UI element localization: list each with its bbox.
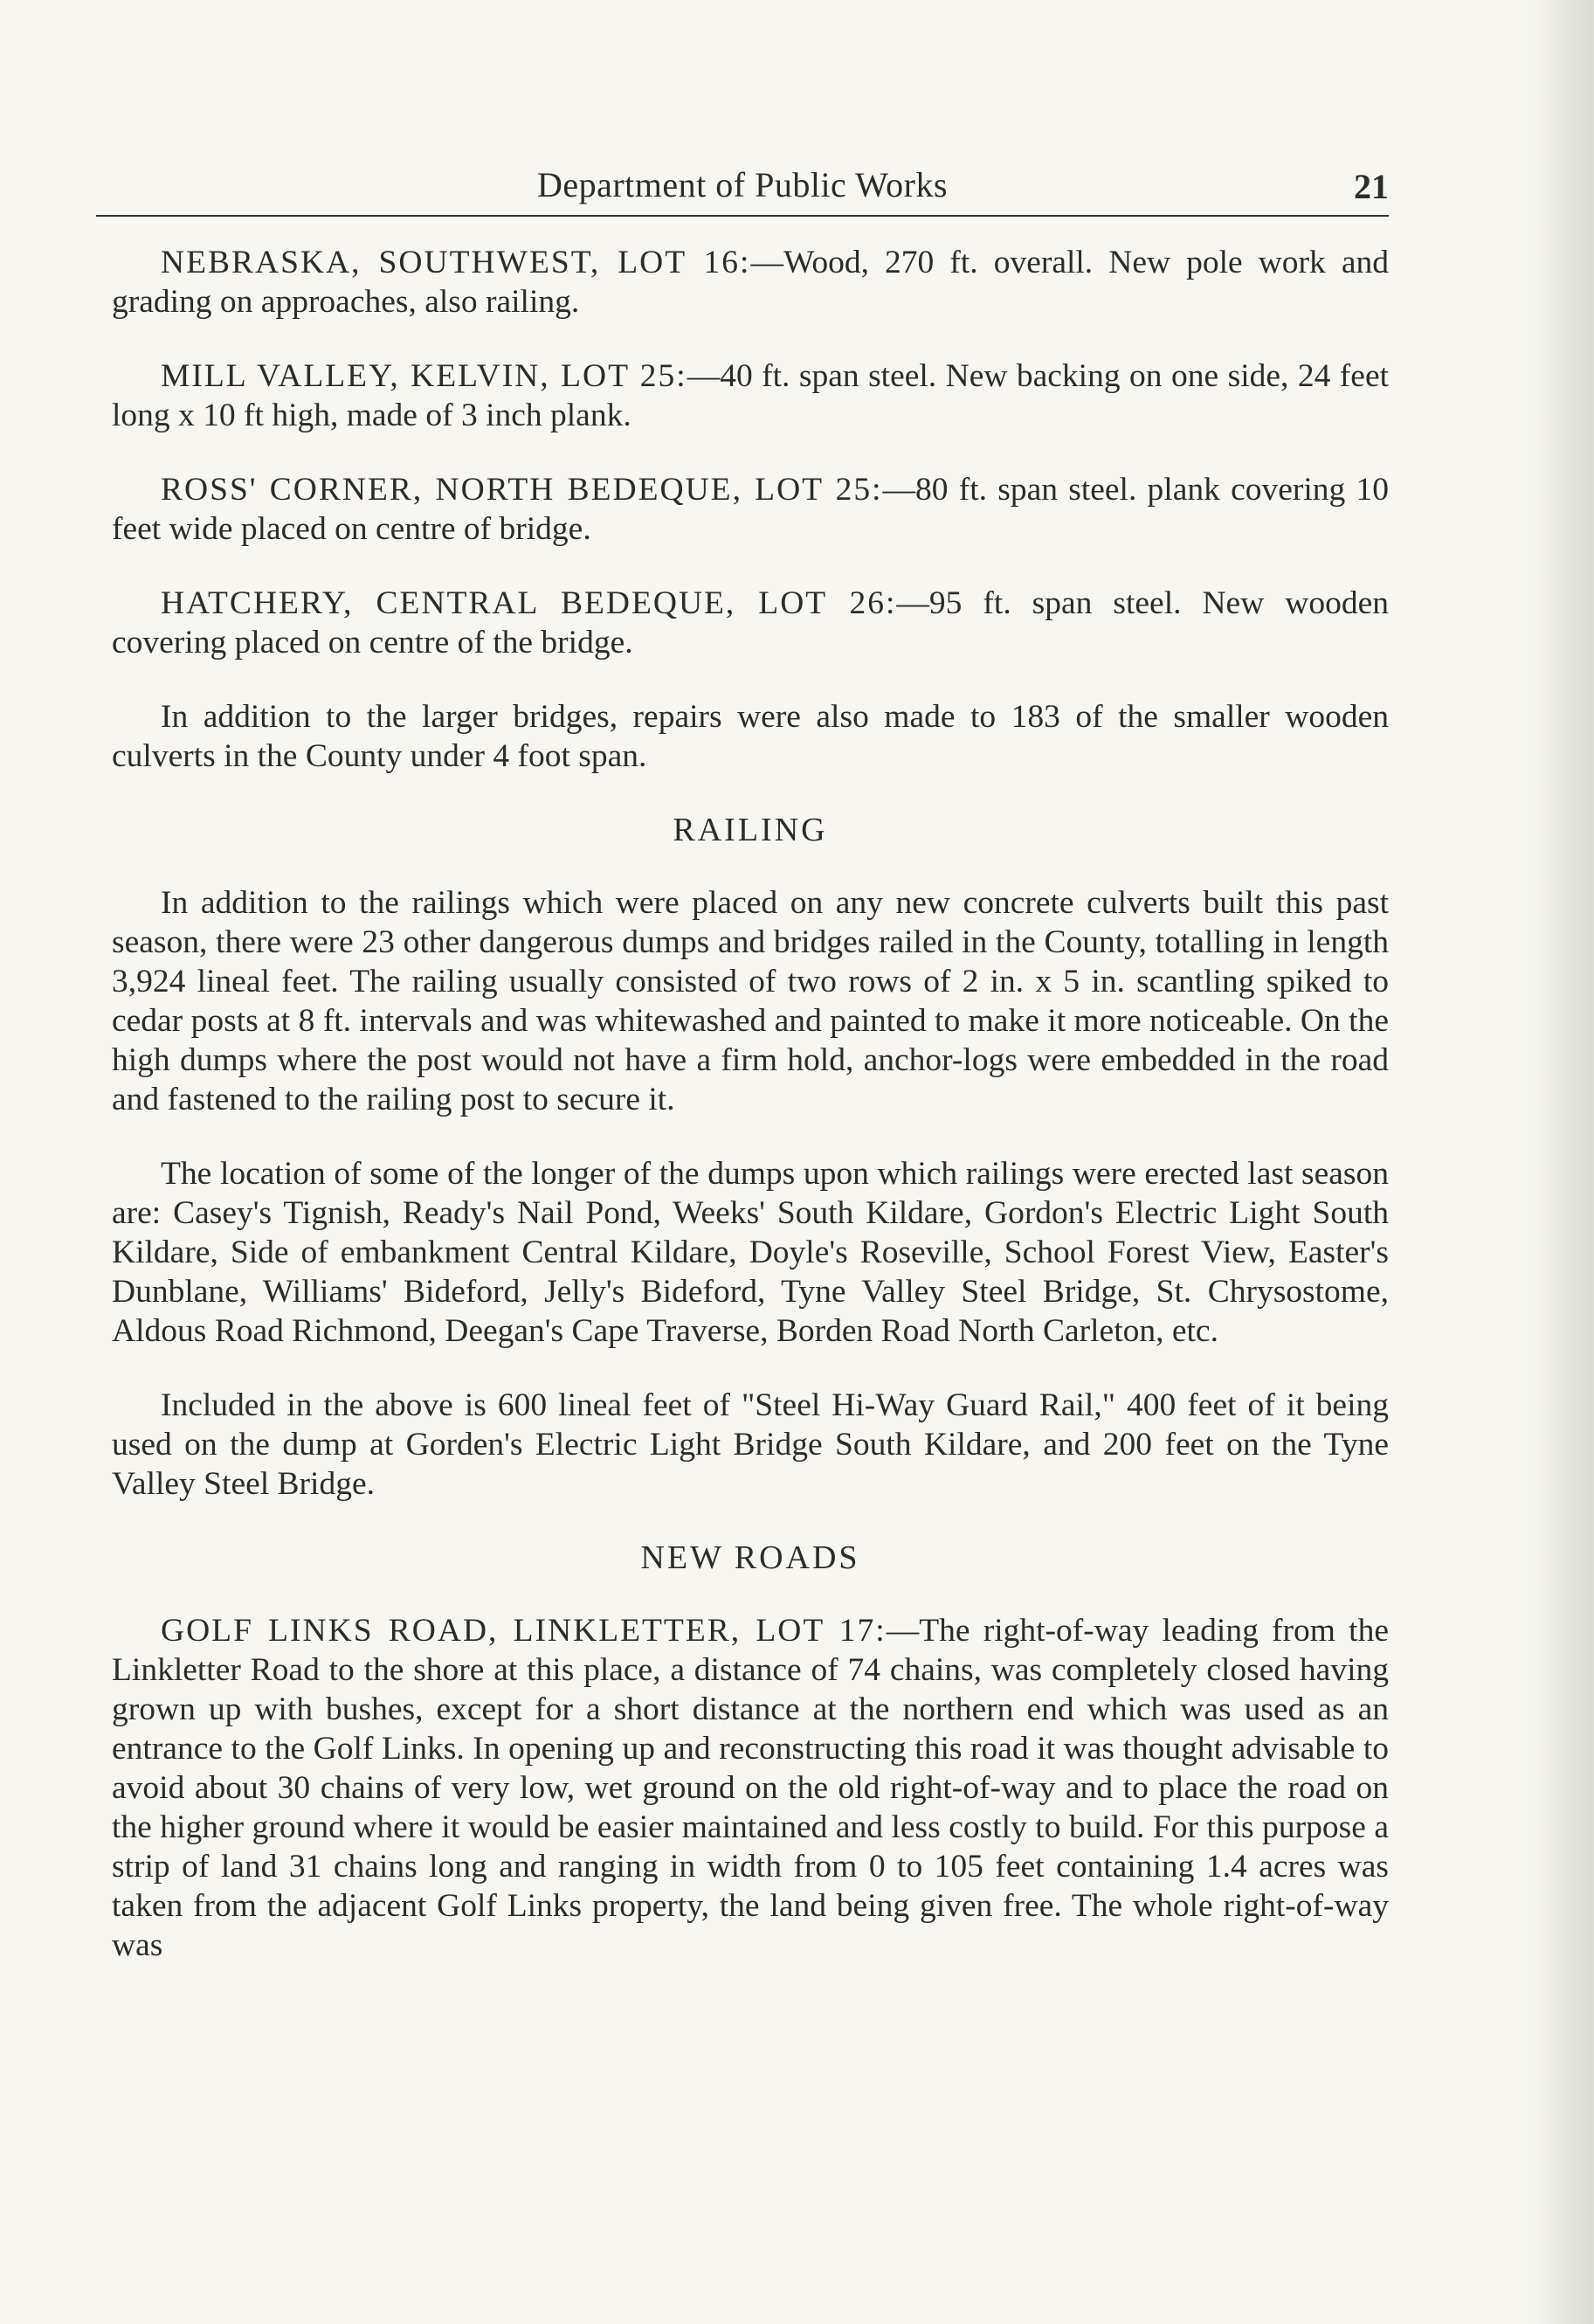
entry-title: HATCHERY, CENTRAL BEDEQUE, LOT 26:	[161, 585, 897, 621]
entry-golf-links-road	[112, 1611, 1389, 1965]
paragraph-culverts: In addition to the larger bridges, repairs were also made to 183 of the smaller wooden culverts in the County under 4 foot span.	[112, 699, 1389, 774]
entry-title: MILL VALLEY, KELVIN, LOT 25:	[161, 358, 687, 394]
page-body	[112, 243, 1389, 2000]
page-header	[96, 164, 1389, 217]
header-rule	[96, 215, 1389, 217]
entry-title: NEBRASKA, SOUTHWEST, LOT 16:	[161, 245, 751, 280]
page-number: 21	[1354, 167, 1389, 206]
paragraph-railing-2: The location of some of the longer of the dumps upon which railings were erected last season are: Casey's Tignish, Ready's Nail Pond, Weeks' South Kildare, Gordon's Electric Light South Kildare, Side of embankment Central Kildare, Doyle's Roseville, School Forest View, Easter's Dunblane, Williams' Bideford, Jelly's Bideford, Tyne Valley Steel Bridge, St. Chrysostome, Aldous Road Richmond, Deegan's Cape Traverse, Borden Road North Carleton, etc.	[112, 1156, 1389, 1349]
heading-railing: RAILING	[673, 812, 828, 848]
page-edge-shadow	[1533, 0, 1594, 2324]
entry-text: —40 ft. span steel. New backing on one side, 24 feet long x 10 ft high, made of 3 inch plank.	[112, 358, 1390, 433]
entry-title: ROSS' CORNER, NORTH BEDEQUE, LOT 25:	[161, 472, 883, 508]
entry-text: —95 ft. span steel. New wooden covering placed on centre of the bridge.	[112, 585, 1389, 661]
entry-mill-valley	[112, 356, 1389, 435]
heading-new-roads: NEW ROADS	[640, 1539, 860, 1576]
entry-text: —The right-of-way leading from the Linkletter Road to the shore at this place, a distance of 74 chains, was completely closed having grown up with bushes, except for a short distance at the northern end which was used as an entrance to the Golf Links. In opening up and reconstructing this road it was thought advisable to avoid about 30 chains of very low, wet ground on the old right-of-way and to place the road on the higher ground where it would be easier maintained and less costly to build. For this purpose a strip of land 31 chains long and ranging in width from 0 to 105 feet containing 1.4 acres was taken from the adjacent Golf Links property, the land being given free. The whole right-of-way was	[112, 1613, 1389, 1963]
entry-text: —80 ft. span steel. plank covering 10 feet wide placed on centre of bridge.	[112, 472, 1389, 547]
entry-hatchery	[112, 584, 1389, 662]
paragraph-railing-1: In addition to the railings which were placed on any new concrete culverts built this past season, there were 23 other dangerous dumps and bridges railed in the County, totalling in length 3,924 lineal feet. The railing usually consisted of two rows of 2 in. x 5 in. scantling spiked to cedar posts at 8 ft. intervals and was whitewashed and painted to make it more noticeable. On the high dumps where the post would not have a firm hold, anchor-logs were embedded in the road and fastened to the railing post to secure it.	[112, 885, 1389, 1117]
entry-text: —Wood, 270 ft. overall. New pole work and grading on approaches, also railing.	[112, 245, 1389, 320]
entry-ross-corner	[112, 470, 1389, 549]
entry-title: GOLF LINKS ROAD, LINKLETTER, LOT 17:	[161, 1613, 887, 1649]
paragraph-railing-3: Included in the above is 600 lineal feet of "Steel Hi-Way Guard Rail," 400 feet of it being used on the dump at Gorden's Electric Light Bridge South Kildare, and 200 feet on the Tyne Valley Steel Bridge.	[112, 1387, 1389, 1502]
running-head: Department of Public Works	[536, 165, 949, 204]
entry-nebraska	[112, 243, 1389, 322]
